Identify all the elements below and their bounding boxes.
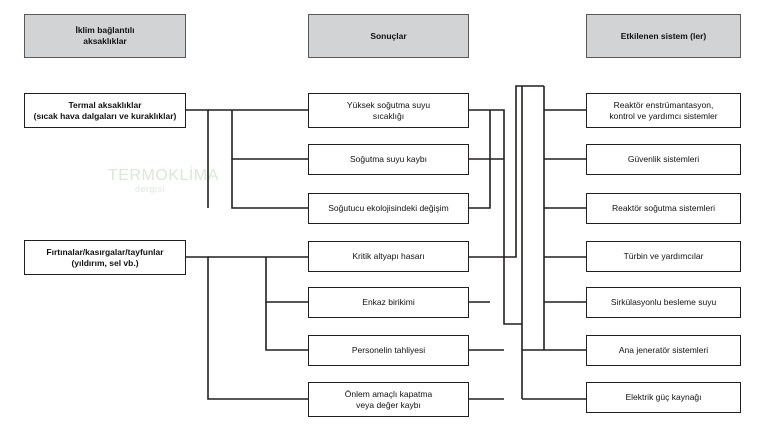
result-node-4-label: Kritik altyapı hasarı	[352, 251, 425, 261]
wire-cause2-to-result6	[266, 302, 308, 350]
watermark-mark: TERMOKLİMA	[108, 167, 219, 184]
column-header-causes-line1: İklim bağlantılı	[75, 25, 135, 35]
system-node-4[interactable]	[586, 241, 741, 272]
column-header-causes	[24, 14, 186, 58]
result-node-2-label: Soğutma suyu kaybı	[349, 154, 427, 164]
result-node-1-line2: sıcaklığı	[372, 110, 405, 121]
system-node-2[interactable]	[586, 144, 741, 175]
wire-cause1-to-result3	[232, 159, 308, 208]
column-header-results	[308, 14, 469, 58]
watermark-sub: dergisi	[134, 184, 165, 194]
result-node-7-line1: Önlem amaçlı kapatma	[344, 388, 433, 399]
result-node-7[interactable]	[308, 382, 469, 417]
system-node-1-line2: kontrol ve yardımcı sistemler	[609, 110, 718, 121]
cause-node-storms-line2: (yıldırım, sel vb.)	[71, 257, 139, 268]
result-node-6[interactable]	[308, 335, 469, 366]
system-node-3[interactable]	[586, 193, 741, 224]
system-node-5[interactable]	[586, 287, 741, 318]
column-header-causes-line2: aksaklıklar	[83, 36, 127, 46]
system-node-4-label: Türbin ve yardımcılar	[623, 251, 704, 261]
system-node-6[interactable]	[586, 335, 741, 366]
system-node-7[interactable]	[586, 382, 741, 413]
result-node-2[interactable]	[308, 144, 469, 175]
watermark	[108, 167, 219, 202]
wire-result4-bus	[469, 86, 544, 257]
cause-node-thermal-line1: Termal aksaklıklar	[68, 99, 142, 110]
cause-node-thermal-line2: (sıcak hava dalgaları ve kuraklıklar)	[33, 110, 177, 121]
column-header-systems-label: Etkilenen sistem (ler)	[620, 30, 707, 41]
result-node-4[interactable]	[308, 241, 469, 272]
wire-cause2-to-result5	[266, 257, 308, 302]
system-node-7-label: Elektrik güç kaynağı	[625, 392, 702, 402]
result-node-1[interactable]	[308, 93, 469, 128]
result-node-6-label: Personelin tahliyesi	[351, 345, 426, 355]
system-node-3-label: Reaktör soğutma sistemleri	[612, 203, 715, 213]
result-node-7-line2: veya değer kaybı	[356, 399, 421, 410]
cause-node-storms[interactable]	[24, 240, 186, 275]
column-header-results-label: Sonuçlar	[370, 30, 407, 41]
system-node-6-label: Ana jeneratör sistemleri	[618, 345, 709, 355]
system-node-5-label: Sirkülasyonlu besleme suyu	[610, 297, 717, 307]
system-node-1[interactable]	[586, 93, 741, 128]
cause-node-storms-line1: Fırtınalar/kasırgalar/tayfunlar	[46, 246, 164, 257]
result-node-3-label: Soğutucu ekolojisindeki değişim	[328, 203, 449, 213]
wire-result3-bus	[469, 110, 490, 208]
result-node-5-label: Enkaz birikimi	[362, 297, 415, 307]
result-node-3[interactable]	[308, 193, 469, 224]
wire-cause2-trunk	[186, 257, 308, 399]
wire-cause1-to-result2	[232, 110, 308, 159]
system-node-2-label: Güvenlik sistemleri	[627, 154, 700, 164]
system-node-1-line1: Reaktör enstrümantasyon,	[613, 99, 714, 110]
wire-result1-bus	[469, 110, 522, 324]
result-node-1-line1: Yüksek soğutma suyu	[346, 99, 431, 110]
cause-node-thermal[interactable]	[24, 93, 186, 128]
column-header-systems	[586, 14, 741, 58]
result-node-5[interactable]	[308, 287, 469, 318]
wire-cause1-trunk	[186, 110, 208, 208]
